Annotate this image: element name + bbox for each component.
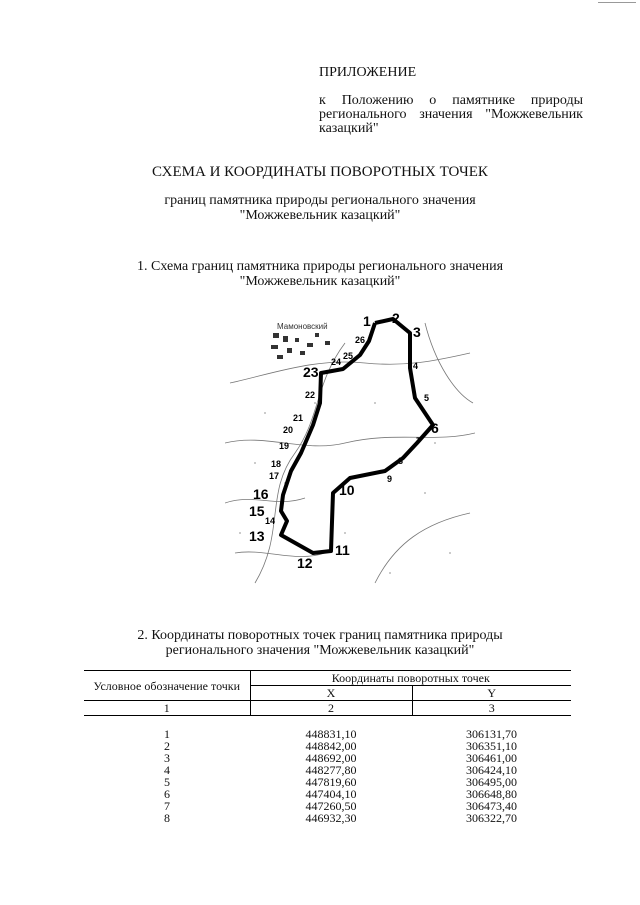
point-label-3: 3 (413, 324, 421, 340)
point-label-16: 16 (253, 486, 269, 502)
section2-heading (0, 628, 640, 658)
appendix-block (319, 66, 583, 136)
point-label-11: 11 (335, 542, 350, 558)
page-title: СХЕМА И КООРДИНАТЫ ПОВОРОТНЫХ ТОЧЕК (152, 164, 488, 180)
cell-y: 306461,00 (466, 751, 517, 765)
point-label-21: 21 (293, 413, 304, 423)
village-block (271, 333, 330, 359)
point-label-19: 19 (279, 441, 290, 451)
point-label-7: 7 (416, 436, 422, 446)
point-label-5: 5 (424, 393, 430, 403)
boundary-map (225, 303, 475, 588)
point-label-24: 24 (331, 357, 342, 367)
cell-y: 306473,40 (466, 799, 517, 813)
header-num-1: 1 (84, 701, 250, 716)
header-x: X (250, 686, 412, 701)
table-row (84, 812, 571, 824)
cell-x: 448831,10 (305, 727, 357, 741)
point-label-2: 2 (392, 310, 400, 326)
cell-point: 5 (164, 775, 170, 789)
point-label-20: 20 (283, 425, 294, 435)
cell-point: 4 (164, 763, 170, 777)
cell-point: 7 (164, 799, 170, 813)
top-divider (598, 2, 636, 3)
point-label-26: 26 (355, 335, 366, 345)
point-label-17: 17 (269, 471, 280, 481)
page-subtitle-line1: границ памятника природы регионального значения (164, 193, 476, 208)
section2-line2: регионального значения "Можжевельник казацкий" (165, 643, 475, 658)
cell-y: 306131,70 (466, 727, 517, 741)
header-num-3: 3 (412, 701, 571, 716)
section2-line1: 2. Координаты поворотных точек границ памятника природы (137, 628, 503, 643)
page-subtitle-line2: "Можжевельник казацкий" (239, 208, 401, 223)
point-label-23: 23 (303, 364, 319, 380)
cell-y: 306322,70 (466, 811, 517, 825)
cell-point: 2 (164, 739, 170, 753)
coordinates-table (84, 670, 571, 824)
point-label-10: 10 (339, 482, 355, 498)
section1-line1: 1. Схема границ памятника природы регионального значения (136, 259, 504, 274)
header-y: Y (412, 686, 571, 701)
cell-x: 448842,00 (305, 739, 357, 753)
cell-y: 306351,10 (466, 739, 517, 753)
cell-x: 447260,50 (305, 799, 357, 813)
point-label-14: 14 (265, 516, 276, 526)
cell-y: 306424,10 (466, 763, 517, 777)
point-label-9: 9 (387, 474, 393, 484)
cell-y: 306648,80 (466, 787, 517, 801)
point-label-4: 4 (413, 361, 419, 371)
page-subtitle (0, 193, 640, 223)
point-label-12: 12 (297, 555, 313, 571)
appendix-subtitle: к Положению о памятнике природы регионального значения "Можжевельник казацкий" (319, 93, 583, 136)
point-label-22: 22 (305, 390, 316, 400)
header-num-2: 2 (250, 701, 412, 716)
point-label-1: 1 (363, 313, 371, 329)
header-point: Условное обозначение точки (84, 671, 250, 701)
cell-point: 6 (164, 787, 170, 801)
cell-y: 306495,00 (466, 775, 517, 789)
cell-point: 3 (164, 751, 170, 765)
point-label-8: 8 (398, 456, 404, 466)
point-label-13: 13 (249, 528, 265, 544)
cell-x: 447819,60 (305, 775, 357, 789)
cell-x: 446932,30 (305, 811, 357, 825)
point-label-25: 25 (343, 351, 354, 361)
cell-x: 447404,10 (305, 787, 357, 801)
appendix-title: ПРИЛОЖЕНИЕ (319, 65, 417, 80)
section1-heading (0, 259, 640, 289)
header-coords: Координаты поворотных точек (250, 671, 571, 686)
cell-point: 8 (164, 811, 170, 825)
cell-point: 1 (164, 727, 170, 741)
section1-line2: "Можжевельник казацкий" (239, 274, 401, 289)
point-label-18: 18 (271, 459, 282, 469)
point-label-6: 6 (431, 420, 439, 436)
cell-x: 448692,00 (305, 751, 357, 765)
village-label: Мамоновский (277, 322, 328, 331)
cell-x: 448277,80 (305, 763, 357, 777)
point-label-15: 15 (249, 503, 265, 519)
